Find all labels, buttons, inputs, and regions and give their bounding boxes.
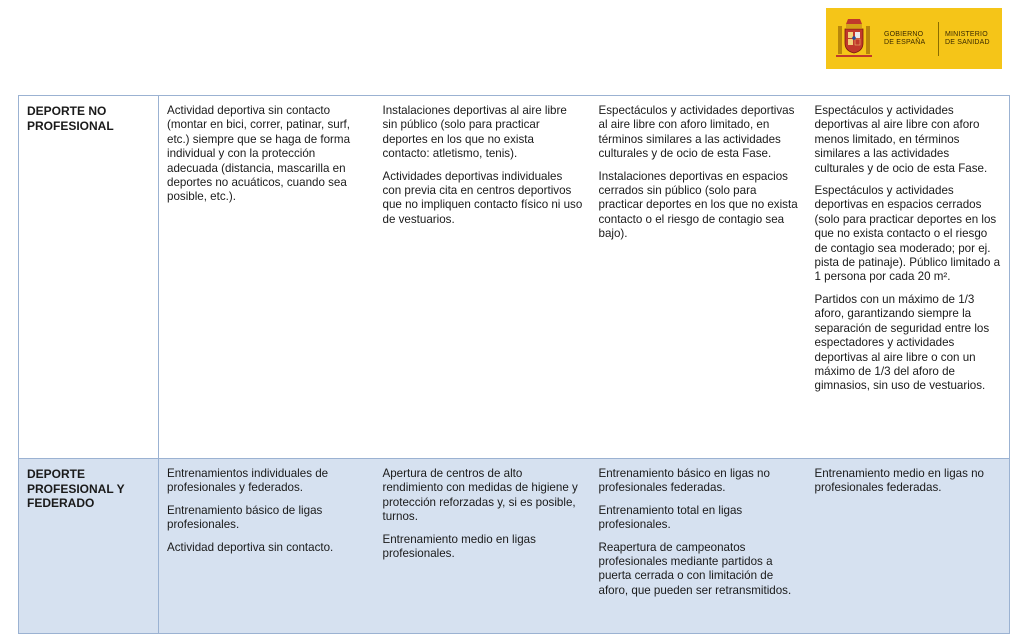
cell-paragraph: Entrenamiento medio en ligas profesionales. xyxy=(382,532,536,561)
table-cell xyxy=(807,459,1010,634)
cell-paragraph: Reapertura de campeonatos profesionales mediante partidos a puerta cerrada o con limitación de aforo, que pueden ser retransmitidos. xyxy=(598,540,792,597)
cell-paragraph: Actividad deportiva sin contacto. xyxy=(167,540,334,554)
logo-line-1: GOBIERNO xyxy=(884,30,924,38)
cell-paragraph: Espectáculos y actividades deportivas al aire libre con aforo menos limitado, en términos similares a las actividades culturales y de ocio de esta Fase. xyxy=(814,104,988,175)
table-cell xyxy=(591,459,807,634)
cell-paragraph: Entrenamiento medio en ligas no profesionales federadas. xyxy=(814,467,985,495)
cell-paragraph: Entrenamiento básico en ligas no profesionales federadas. xyxy=(598,467,770,495)
table-cell xyxy=(375,459,591,634)
logo-line-3: MINISTERIO xyxy=(945,30,988,38)
table-cell xyxy=(159,459,375,634)
cell-paragraph: Entrenamiento total en ligas profesionales. xyxy=(598,503,743,532)
table-cell xyxy=(591,96,807,459)
row-header: DEPORTE NO PROFESIONAL xyxy=(19,96,159,459)
coat-of-arms-icon xyxy=(834,16,874,62)
row-header: DEPORTE PROFESIONAL Y FEDERADO xyxy=(19,459,159,634)
cell-paragraph: Apertura de centros de alto rendimiento con medidas de higiene y protección reforzadas y, si es posible, turnos. xyxy=(382,467,578,524)
table-cell xyxy=(159,96,375,459)
cell-paragraph: Espectáculos y actividades deportivas en espacios cerrados (solo para practicar deportes en los que no exista contacto o el riesgo de contagio sea moderado; por ej. pista de patinaje). Público limitado a 1 persona por cada 20 m². xyxy=(814,184,1001,284)
cell-paragraph: Actividades deportivas individuales con previa cita en centros deportivos que no impliquen contacto físico ni uso de vestuarios. xyxy=(382,169,583,226)
cell-paragraph: Entrenamientos individuales de profesionales y federados. xyxy=(167,467,329,495)
government-logo xyxy=(826,8,1002,69)
logo-line-2: DE ESPAÑA xyxy=(884,38,926,46)
table-row-professional xyxy=(19,459,1010,634)
logo-government-text xyxy=(884,31,932,47)
cell-paragraph: Entrenamiento básico de ligas profesionales. xyxy=(167,503,323,532)
table-cell xyxy=(807,96,1010,459)
cell-paragraph: Espectáculos y actividades deportivas al aire libre con aforo limitado, en términos similares a las actividades culturales y de ocio de esta Fase. xyxy=(598,104,795,161)
cell-paragraph: Partidos con un máximo de 1/3 aforo, garantizando siempre la separación de seguridad entre los espectadores y actividades deportivas al aire libre o con un máximo de 1/3 del aforo de gimnasios, sin uso de vestuarios. xyxy=(814,292,990,393)
logo-line-4: DE SANIDAD xyxy=(945,38,990,46)
logo-divider xyxy=(938,22,939,56)
table-row-non-professional xyxy=(19,96,1010,459)
cell-paragraph: Instalaciones deportivas en espacios cerrados sin público (solo para practicar deportes en los que no exista contacto o el riesgo de contagio sea bajo). xyxy=(598,169,798,241)
table-cell xyxy=(375,96,591,459)
logo-ministry-text xyxy=(945,31,999,47)
cell-paragraph: Instalaciones deportivas al aire libre sin público (solo para practicar deportes en los que no exista contacto: atletismo, tenis). xyxy=(382,104,567,161)
cell-paragraph: Actividad deportiva sin contacto (montar en bici, correr, patinar, surf, etc.) siempre que se haga de forma individual y con la protección adecuada (distancia, mascarilla en deportes no acuáticos, cuando sea posible, etc.). xyxy=(167,104,351,204)
sports-phases-table xyxy=(18,95,1010,634)
